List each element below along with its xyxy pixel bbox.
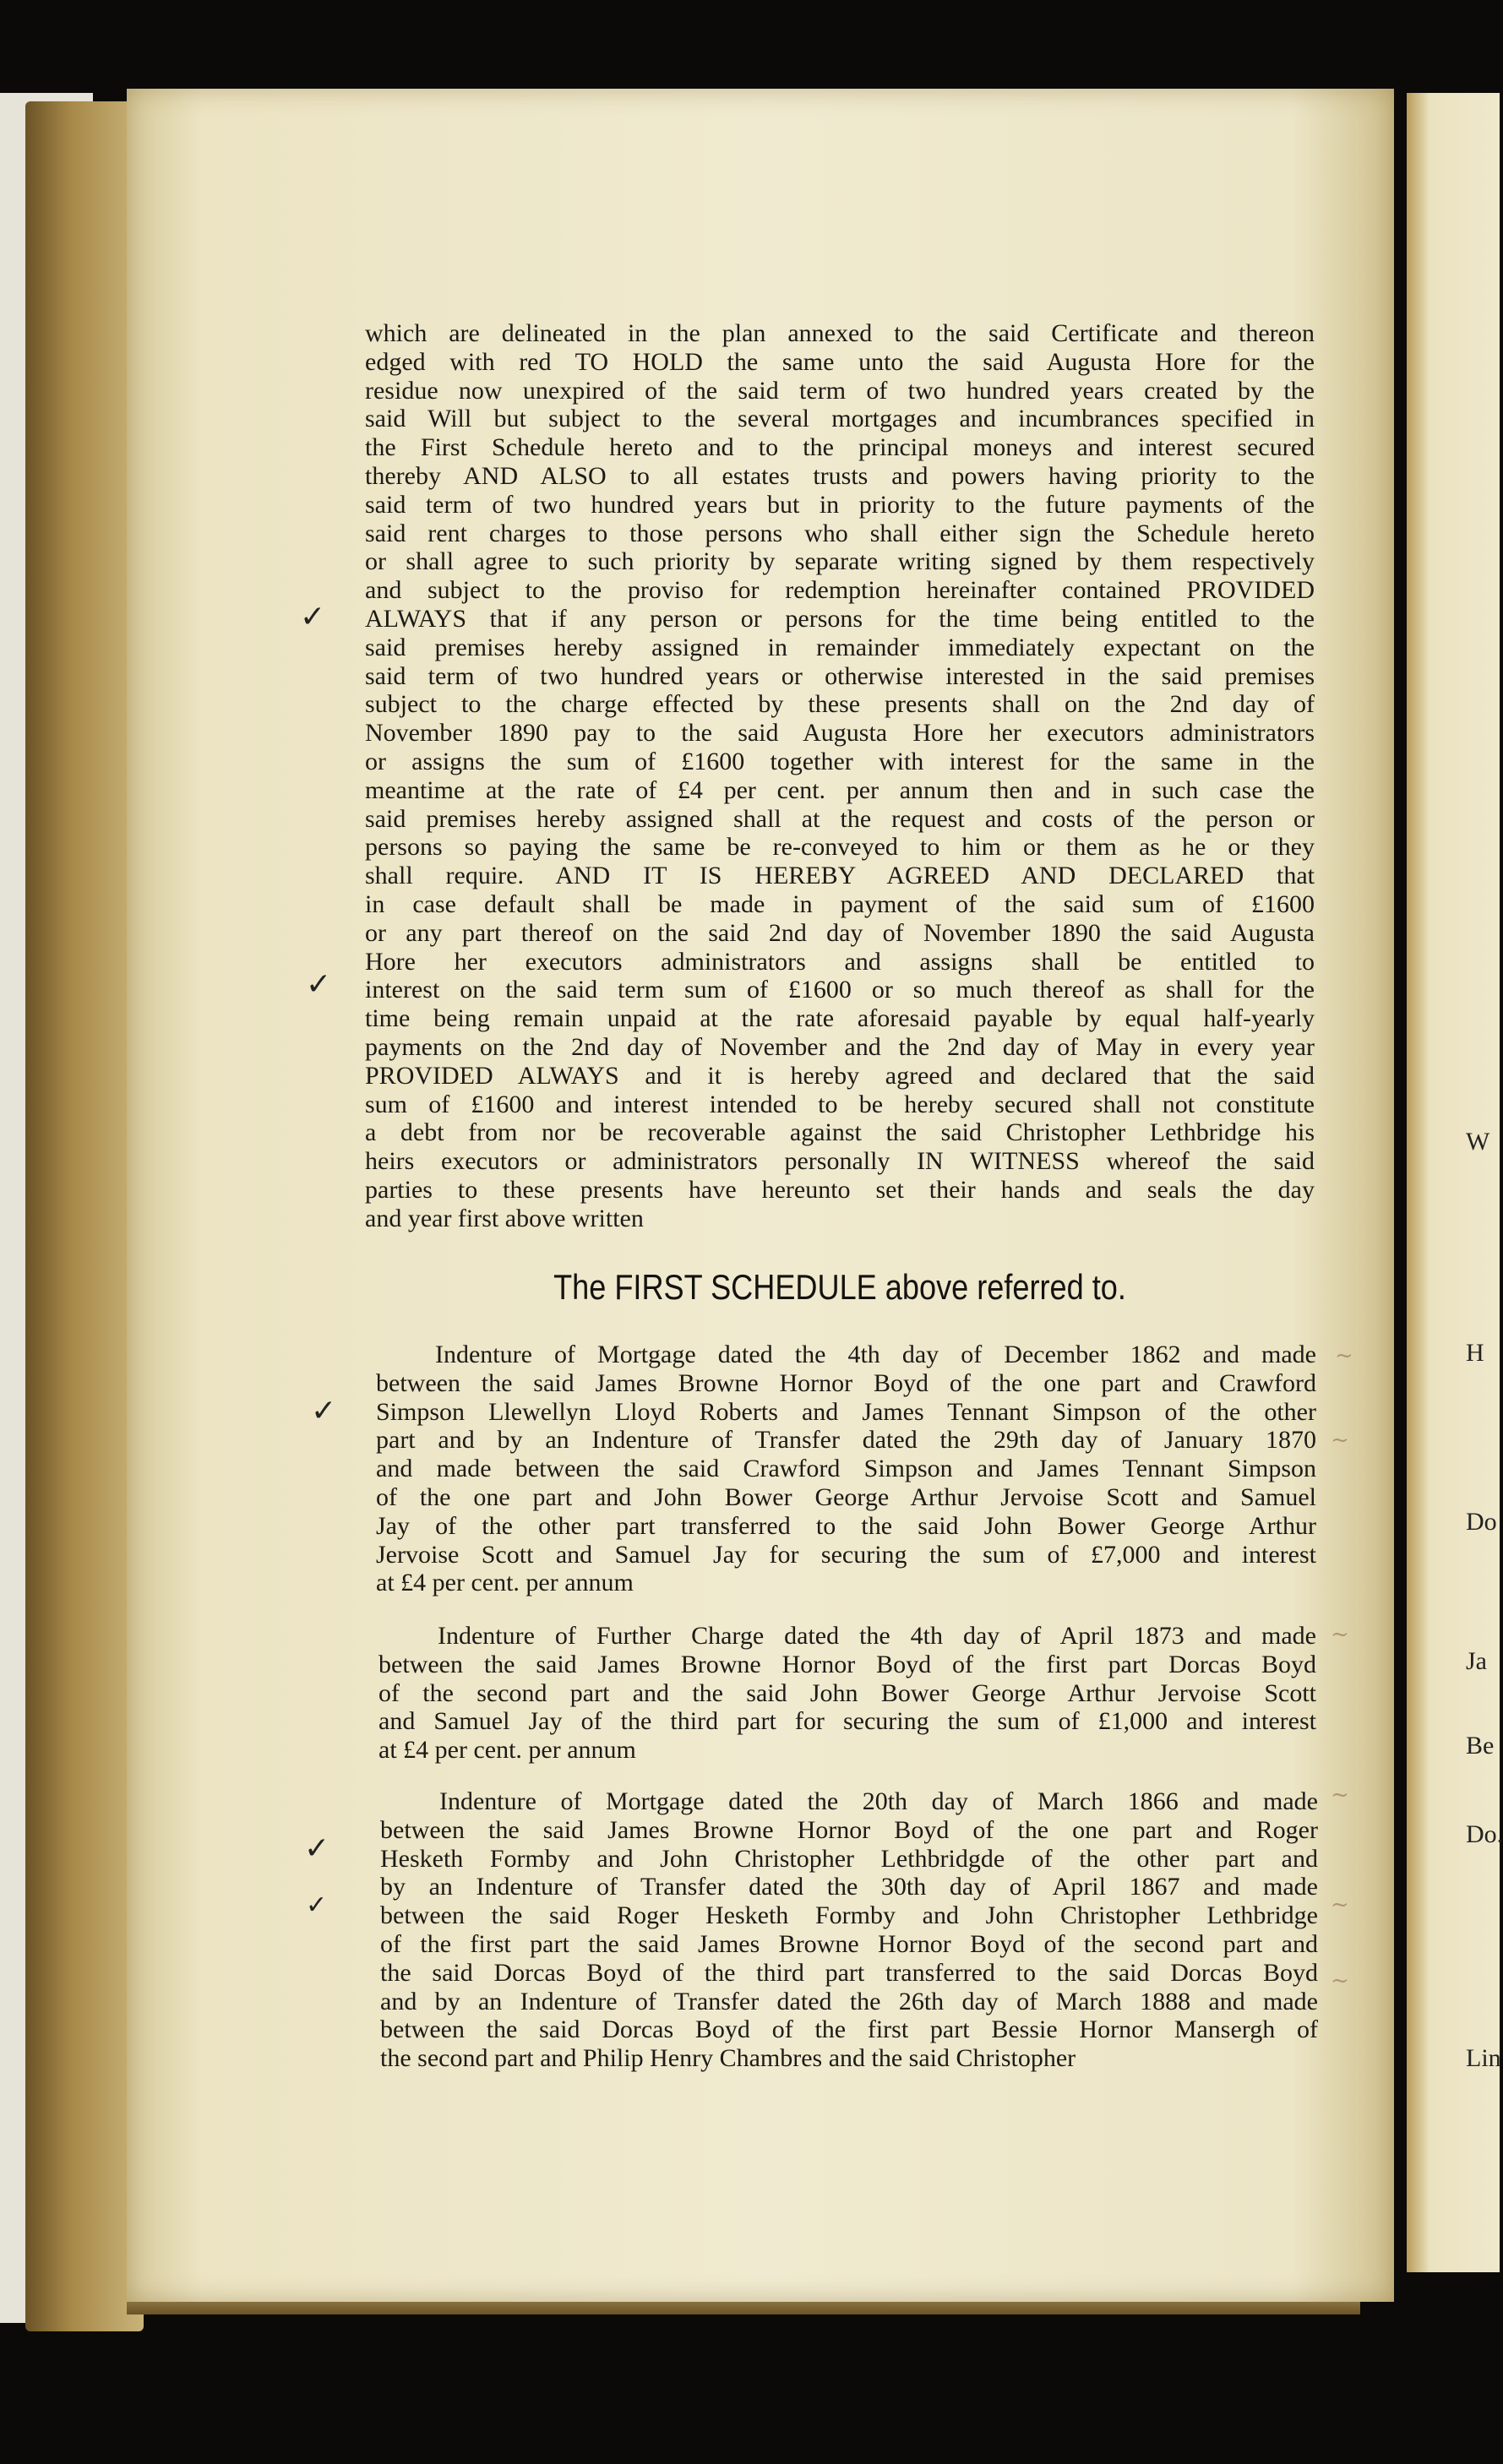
text-line: between the said James Browne Hornor Boyd of the first part Dorcas Boyd	[378, 1650, 1316, 1678]
check-mark-icon: ✓	[306, 1890, 328, 1920]
text-line: November 1890 pay to the said Augusta Hore her executors administrators	[365, 719, 1315, 748]
right-page-fragment: Ja	[1466, 1647, 1487, 1675]
text-line: between the said James Browne Hornor Boyd of the one part and Roger	[380, 1815, 1318, 1844]
text-line: and year first above written	[365, 1204, 644, 1232]
text-line: said premises hereby assigned shall at the request and costs of the person or	[365, 804, 1315, 833]
check-mark-icon: ✓	[311, 1394, 337, 1428]
text-line: subject to the charge effected by these presents shall on the 2nd day of	[365, 690, 1315, 719]
pencil-annotation: ~	[1335, 1343, 1353, 1368]
pencil-annotation: ~	[1331, 1782, 1349, 1808]
text-line: ALWAYS that if any person or persons for the time being entitled to the	[365, 604, 1315, 633]
pencil-annotation: ~	[1331, 1892, 1349, 1917]
text-line: between the said Dorcas Boyd of the first part Bessie Hornor Mansergh of	[380, 2015, 1318, 2044]
text-line: edged with red TO HOLD the same unto the said Augusta Hore for the	[365, 347, 1315, 376]
text-line: said term of two hundred years but in priority to the future payments of the	[365, 490, 1315, 519]
text-line: and subject to the proviso for redemption hereinafter contained PROVIDED	[365, 576, 1315, 605]
text-line: Indenture of Mortgage dated the 20th day of March 1866 and made	[439, 1787, 1318, 1815]
text-line: or assigns the sum of £1600 together with interest for the same in the	[365, 747, 1315, 775]
right-page-fragment: Do.	[1466, 1820, 1503, 1848]
text-line: said Will but subject to the several mortgages and incumbrances specified in	[365, 405, 1315, 433]
text-line: Jervoise Scott and Samuel Jay for securing the sum of £7,000 and interest	[376, 1540, 1316, 1569]
text-line: at £4 per cent. per annum	[376, 1569, 634, 1597]
text-line: the First Schedule hereto and to the principal moneys and interest secured	[365, 433, 1315, 462]
text-line: or shall agree to such priority by separate writing signed by them respectively	[365, 547, 1315, 576]
text-line: Hore her executors administrators and assigns shall be entitled to	[365, 947, 1315, 976]
text-line: time being remain unpaid at the rate aforesaid payable by equal half-yearly	[365, 1004, 1315, 1033]
text-line: and made between the said Crawford Simpson and James Tennant Simpson	[376, 1455, 1316, 1483]
pencil-annotation: ~	[1331, 1622, 1349, 1647]
text-line: a debt from nor be recoverable against the said Christopher Lethbridge his	[365, 1118, 1315, 1147]
check-mark-icon: ✓	[306, 967, 332, 1002]
text-line: residue now unexpired of the said term of two hundred years created by the	[365, 376, 1315, 405]
text-line: of the one part and John Bower George Arthur Jervoise Scott and Samuel	[376, 1482, 1316, 1511]
pencil-annotation: ~	[1331, 1968, 1349, 1994]
check-mark-icon: ✓	[300, 600, 326, 634]
text-line: said premises hereby assigned in remainder immediately expectant on the	[365, 633, 1315, 661]
text-line: meantime at the rate of £4 per cent. per annum then and in such case the	[365, 775, 1315, 804]
text-line: payments on the 2nd day of November and the 2nd day of May in every year	[365, 1032, 1315, 1061]
text-line: and by an Indenture of Transfer dated the 26th day of March 1888 and made	[380, 1987, 1318, 2015]
right-page-fragment: H	[1466, 1339, 1484, 1367]
text-line: or any part thereof on the said 2nd day of November 1890 the said Augusta	[365, 918, 1315, 947]
text-line: thereby AND ALSO to all estates trusts and powers having priority to the	[365, 461, 1315, 490]
text-line: of the first part the said James Browne Hornor Boyd of the second part and	[380, 1929, 1318, 1958]
right-page-fragment: Do	[1466, 1508, 1497, 1536]
text-line: said rent charges to those persons who shall either sign the Schedule hereto	[365, 519, 1315, 547]
text-line: sum of £1600 and interest intended to be hereby secured shall not constitute	[365, 1090, 1315, 1118]
text-line: and Samuel Jay of the third part for securing the sum of £1,000 and interest	[378, 1707, 1316, 1736]
text-line: part and by an Indenture of Transfer dated the 29th day of January 1870	[376, 1426, 1316, 1455]
text-line: which are delineated in the plan annexed to the said Certificate and thereon	[365, 319, 1315, 347]
text-line: of the second part and the said John Bower George Arthur Jervoise Scott	[378, 1678, 1316, 1707]
schedule-paragraph-3	[380, 1787, 1318, 2073]
text-line: heirs executors or administrators personally IN WITNESS whereof the said	[365, 1147, 1315, 1176]
binding-edge	[25, 101, 144, 2331]
text-line: shall require. AND IT IS HEREBY AGREED AND DECLARED that	[365, 862, 1315, 890]
text-line: Hesketh Formby and John Christopher Lethbridgde of the other part and	[380, 1844, 1318, 1873]
text-line: in case default shall be made in payment of the said sum of £1600	[365, 889, 1315, 918]
text-line: between the said James Browne Hornor Boyd of the one part and Crawford	[376, 1368, 1316, 1397]
text-line: the said Dorcas Boyd of the third part transferred to the said Dorcas Boyd	[380, 1958, 1318, 1987]
pencil-annotation: ~	[1331, 1428, 1349, 1453]
text-line: Jay of the other part transferred to the said John Bower George Arthur	[376, 1511, 1316, 1540]
adjacent-right-page	[1407, 93, 1500, 2272]
text-line: persons so paying the same be re-conveyed to him or them as he or they	[365, 833, 1315, 862]
right-page-fragment: Lin	[1466, 2044, 1501, 2072]
schedule-paragraph-2	[378, 1622, 1316, 1765]
schedule-heading: The FIRST SCHEDULE above referred to.	[553, 1267, 1126, 1307]
schedule-paragraph-1	[376, 1341, 1316, 1597]
opening-text-block	[365, 319, 1315, 1233]
text-line: at £4 per cent. per annum	[378, 1736, 636, 1765]
right-page-fragment: Be	[1466, 1732, 1495, 1760]
text-line: PROVIDED ALWAYS and it is hereby agreed and declared that the said	[365, 1061, 1315, 1090]
text-line: Indenture of Further Charge dated the 4th day of April 1873 and made	[438, 1622, 1316, 1650]
text-line: Simpson Llewellyn Lloyd Roberts and James Tennant Simpson of the other	[376, 1397, 1316, 1426]
text-line: between the said Roger Hesketh Formby and John Christopher Lethbridge	[380, 1901, 1318, 1930]
text-line: said term of two hundred years or otherwise interested in the said premises	[365, 661, 1315, 690]
text-line: Indenture of Mortgage dated the 4th day of December 1862 and made	[435, 1341, 1316, 1368]
text-line: the second part and Philip Henry Chambres and the said Christopher	[380, 2044, 1076, 2073]
text-line: by an Indenture of Transfer dated the 30th day of April 1867 and made	[380, 1873, 1318, 1901]
text-line: parties to these presents have hereunto set their hands and seals the day	[365, 1175, 1315, 1204]
right-page-fragment: W	[1466, 1128, 1490, 1156]
text-line: interest on the said term sum of £1600 or so much thereof as shall for the	[365, 976, 1315, 1004]
check-mark-icon: ✓	[304, 1831, 330, 1866]
